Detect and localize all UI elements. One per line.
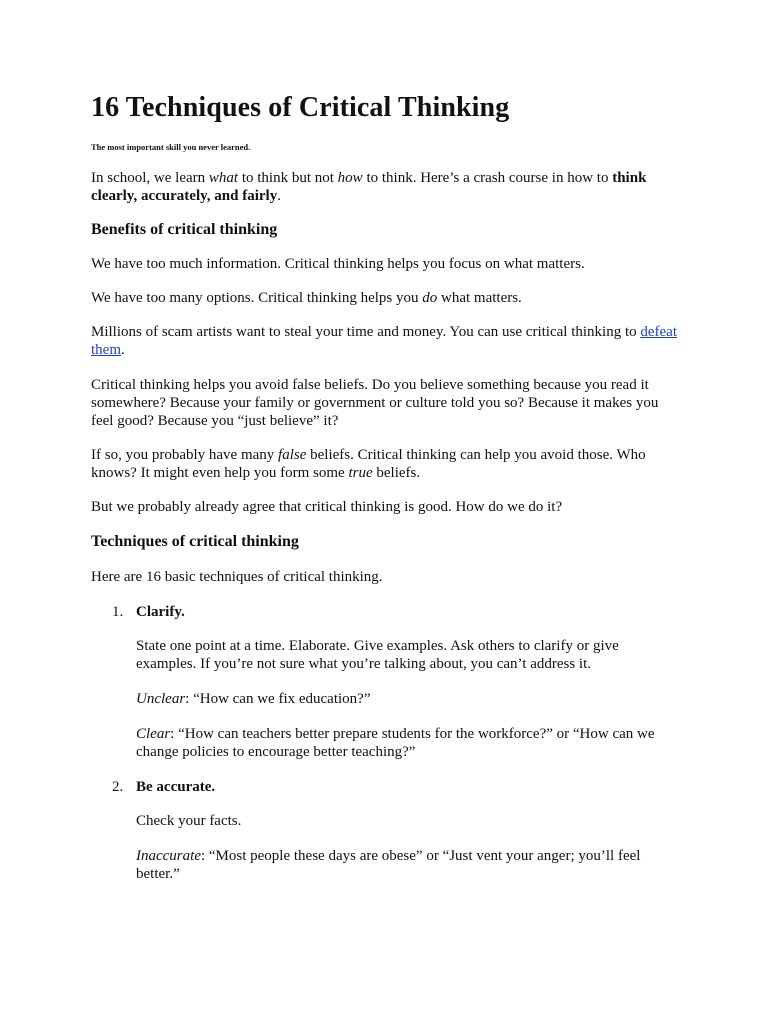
example-label: Inaccurate xyxy=(136,848,201,864)
benefits-paragraph: Critical thinking helps you avoid false beliefs. Do you believe something because you read it somewhere? Because your family or government or culture told you so? Because it makes you feel good? Because you “just believe” it? xyxy=(91,377,659,429)
paragraph-text: . xyxy=(121,342,125,358)
benefits-paragraph xyxy=(91,289,681,307)
paragraph-emphasis: true xyxy=(348,465,373,481)
defeat-them-link[interactable]: defeat them xyxy=(91,324,678,358)
intro-paragraph xyxy=(91,169,681,205)
benefits-paragraph xyxy=(91,323,681,359)
intro-text: to think but not xyxy=(238,170,338,186)
example-label: Clear xyxy=(136,726,171,742)
technique-number: 1. xyxy=(112,604,124,620)
technique-item xyxy=(91,778,681,883)
technique-example xyxy=(136,847,681,883)
example-text: : “Most people these days are obese” or “Just vent your anger; you’ll feel better.” xyxy=(136,848,641,882)
intro-text: to think. Here’s a crash course in how to xyxy=(362,170,613,186)
benefits-heading: Benefits of critical thinking xyxy=(91,221,278,238)
benefits-paragraph: We have too much information. Critical thinking helps you focus on what matters. xyxy=(91,256,585,272)
paragraph-text: beliefs. Critical thinking can help you avoid those. Who knows? It might even help you form some xyxy=(91,447,646,481)
page-subtitle: The most important skill you never learned. xyxy=(91,142,251,152)
paragraph-text: beliefs. xyxy=(372,465,421,481)
technique-item xyxy=(91,603,681,761)
document-body xyxy=(91,88,681,883)
page-title: 16 Techniques of Critical Thinking xyxy=(91,92,510,123)
technique-title: Clarify. xyxy=(136,604,185,620)
paragraph-text: If so, you probably have many xyxy=(91,447,279,463)
technique-example xyxy=(136,725,681,761)
paragraph-emphasis: do xyxy=(422,290,438,306)
intro-text: . xyxy=(277,188,281,204)
example-text: : “How can we fix education?” xyxy=(185,691,371,707)
intro-emphasis: how xyxy=(337,170,363,186)
paragraph-text: We have too many options. Critical thinking helps you xyxy=(91,290,423,306)
technique-example xyxy=(136,690,681,708)
intro-emphasis: what xyxy=(208,170,239,186)
techniques-heading: Techniques of critical thinking xyxy=(91,533,299,550)
technique-title: Be accurate. xyxy=(136,779,216,795)
intro-strong: think clearly, accurately, and fairly xyxy=(91,170,647,204)
technique-body: State one point at a time. Elaborate. Give examples. Ask others to clarify or give examples. If you’re not sure what you’re talking about, you can’t address it. xyxy=(136,638,619,672)
technique-number: 2. xyxy=(112,779,124,795)
paragraph-text: Millions of scam artists want to steal your time and money. You can use critical thinking to xyxy=(91,324,641,340)
example-text: : “How can teachers better prepare students for the workforce?” or “How can we change policies to encourage better teaching?” xyxy=(136,726,655,760)
intro-text: In school, we learn xyxy=(91,170,209,186)
paragraph-text: what matters. xyxy=(437,290,522,306)
benefits-paragraph: But we probably already agree that critical thinking is good. How do we do it? xyxy=(91,499,563,515)
techniques-intro: Here are 16 basic techniques of critical thinking. xyxy=(91,569,383,585)
example-label: Unclear xyxy=(136,691,186,707)
paragraph-emphasis: false xyxy=(278,447,307,463)
technique-body: Check your facts. xyxy=(136,813,242,829)
benefits-paragraph xyxy=(91,446,681,482)
